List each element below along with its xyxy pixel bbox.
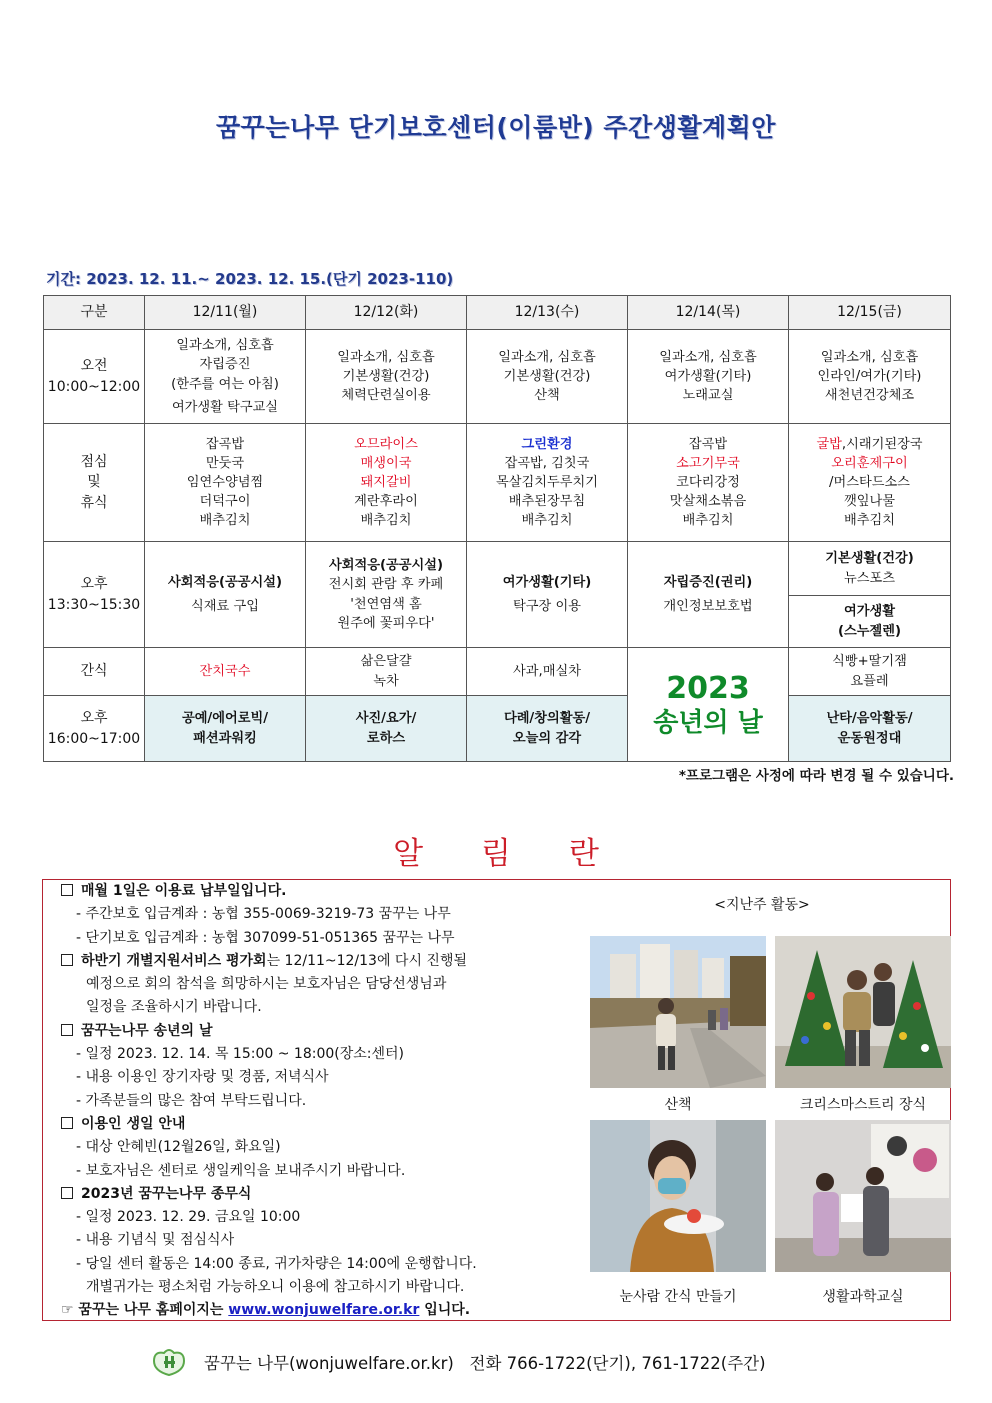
activities-title: <지난주 활동>: [714, 897, 810, 913]
cell-line: 인라인/여가(기타): [817, 368, 922, 384]
menu-item-highlight: 굴밥: [816, 436, 842, 452]
checkbox-icon: [61, 1024, 73, 1036]
checkbox-icon: [61, 884, 73, 896]
cell-fri-bottom: [789, 596, 951, 648]
menu-item: 임연수양념찜: [186, 474, 264, 490]
homepage-suffix: 입니다.: [419, 1302, 471, 1319]
cell-mon: 잔치국수: [145, 648, 306, 696]
notice-line: 일정을 조율하시기 바랍니다.: [86, 999, 262, 1016]
menu-item: 소고기무국: [676, 455, 740, 471]
year-end-day: [628, 648, 789, 762]
cell-thu: [628, 330, 789, 424]
photo-snowman-snack: [590, 1120, 766, 1272]
cell-line: 여가생활(기타): [502, 575, 592, 591]
cell-line: (스누젤렌): [837, 623, 901, 639]
menu-item: 목살김치두루치기: [496, 474, 598, 490]
cell-line: 사회적응(공공시설): [168, 575, 282, 591]
notice-line: - 당일 센터 활동은 14:00 종료, 귀가차량은 14:00에 운행합니다.: [76, 1255, 477, 1272]
schedule-table: [43, 295, 951, 762]
menu-item: 그린환경: [521, 436, 573, 452]
row-label-text: 오후: [80, 576, 108, 593]
row-label-time: 10:00~12:00: [47, 378, 141, 395]
notice-text-bold: 하반기 개별지원서비스 평가회: [81, 952, 267, 969]
cell-thu: [628, 542, 789, 648]
footer: [150, 1347, 766, 1377]
notice-list: [61, 880, 621, 1323]
cell-line: 운동원정대: [837, 730, 902, 746]
cell-line: 기본생활(건강): [825, 551, 914, 567]
late-row: [44, 696, 951, 762]
cell-line: '천연염색 홈: [350, 596, 422, 612]
lunch-row: [44, 424, 951, 542]
menu-item: 돼지갈비: [360, 474, 412, 490]
photo-walk: [590, 936, 766, 1088]
year-end-title: 송년의 날: [653, 708, 763, 738]
notice-line: - 보호자님은 센터로 생일케익을 보내주시기 바랍니다.: [76, 1162, 406, 1179]
col-header: 구분: [44, 296, 145, 330]
checkbox-icon: [61, 1117, 73, 1129]
afternoon-row: [44, 542, 951, 596]
cell-line: 오늘의 감각: [512, 730, 582, 746]
notice-line: - 내용 기념식 및 점심식사: [76, 1232, 235, 1249]
cell-wed: [467, 696, 628, 762]
notice-heading: [61, 880, 621, 903]
cell-fri: [789, 424, 951, 542]
cell-line: 여가생활 탁구교실: [171, 399, 279, 415]
menu-item: 배추김치: [521, 513, 573, 529]
cell-line: 패션과워킹: [193, 730, 257, 746]
cell-line: 원주에 꽃피우다': [337, 615, 435, 631]
notice-heading: [61, 1020, 621, 1043]
cell-line: 요플레: [850, 673, 889, 689]
col-header: 12/13(수): [467, 296, 628, 330]
menu-item: 오므라이스: [354, 436, 418, 452]
menu-item: 코다리강정: [676, 474, 740, 490]
menu-item: 만둣국: [205, 455, 245, 471]
menu-item: 배추김치: [844, 513, 895, 529]
cell-line: 노래교실: [682, 388, 734, 404]
page-title: 꿈꾸는나무 단기보호센터(이룸반) 주간생활계획안: [216, 113, 776, 142]
menu-item: 맛살채소볶음: [669, 494, 747, 510]
cell-line: (한주를 여는 아침): [171, 376, 279, 392]
cell-fri: [789, 696, 951, 762]
cell-line: 산책: [534, 388, 560, 404]
notice-line: - 일정 2023. 12. 29. 금요일 10:00: [76, 1209, 301, 1226]
notice-line: 예정으로 회의 참석을 희망하시는 보호자님은 담당선생님과: [86, 976, 447, 993]
menu-item: 잡곡밥: [688, 436, 728, 452]
menu-item: 깻잎나물: [844, 494, 895, 510]
col-header: 12/11(월): [145, 296, 306, 330]
tree-logo-icon: [150, 1347, 188, 1377]
menu-item: 더덕구이: [199, 494, 251, 510]
cell-line: 일과소개, 심호흡: [176, 338, 274, 354]
menu-item: 계란후라이: [354, 494, 418, 510]
notice-heading: [61, 1183, 621, 1206]
photo-caption: 생활과학교실: [822, 1289, 904, 1305]
cell-line: 자립증진: [199, 357, 251, 373]
notice-title: 알림란: [393, 836, 657, 872]
cell-line: 일과소개, 심호흡: [820, 349, 919, 365]
cell-tue: [306, 330, 467, 424]
notice-line: - 대상 안혜빈(12월26일, 화요일): [76, 1139, 281, 1156]
notice-text: 이용인 생일 안내: [81, 1115, 186, 1132]
cell-wed: [467, 424, 628, 542]
notice-line: 개별귀가는 평소처럼 가능하오니 이용에 참고하시기 바랍니다.: [86, 1279, 465, 1296]
cell-line: 체력단련실이용: [341, 388, 431, 404]
menu-item: 배추김치: [360, 513, 412, 529]
morning-row: [44, 330, 951, 424]
row-label-time: 13:30~15:30: [47, 596, 141, 613]
menu-item: 오리훈제구이: [831, 455, 908, 471]
year-end-year: 2023: [666, 670, 750, 706]
notice-box: [42, 879, 951, 1321]
cell-line: 탁구장 이용: [513, 598, 581, 614]
row-label: [44, 696, 145, 762]
cell-tue: [306, 696, 467, 762]
checkbox-icon: [61, 1187, 73, 1199]
cell-line: 새천년건강체조: [824, 388, 915, 404]
cell-line: 기본생활(건강): [503, 368, 591, 384]
cell-tue: [306, 648, 467, 696]
row-label: [44, 330, 145, 424]
cell-wed: [467, 542, 628, 648]
cell-mon: [145, 424, 306, 542]
cell-mon: [145, 696, 306, 762]
cell-line: 여가생활: [844, 604, 895, 620]
cell-line: 사회적응(공공시설): [329, 558, 443, 574]
notice-text: 는 12/11~12/13에 다시 진행될: [266, 952, 468, 969]
cell-line: 일과소개, 심호흡: [337, 349, 435, 365]
row-label-time: 16:00~17:00: [47, 730, 141, 747]
cell-line: 일과소개, 심호흡: [659, 349, 757, 365]
cell-wed: 사과,매실차: [467, 648, 628, 696]
cell-line: 식재료 구입: [191, 598, 259, 614]
cell-line: 삶은달걀: [360, 654, 412, 670]
cell-wed: [467, 330, 628, 424]
row-label-text: 점심: [80, 454, 108, 471]
cell-thu: [628, 424, 789, 542]
menu-item: 배추김치: [682, 513, 734, 529]
period: 기간: 2023. 12. 11.~ 2023. 12. 15.(단기 2023-110): [46, 270, 454, 288]
cell-line: 공예/에어로빅/: [181, 711, 269, 727]
notice-heading: [61, 1113, 621, 1136]
photo-christmas-tree: [775, 936, 951, 1088]
homepage-line: [61, 1299, 621, 1322]
cell-line: 자립증진(권리): [663, 575, 753, 591]
row-label: [44, 424, 145, 542]
cell-line: 개인정보보호법: [663, 598, 753, 614]
col-header: 12/15(금): [789, 296, 951, 330]
menu-item: 잡곡밥: [205, 436, 245, 452]
cell-fri: [789, 648, 951, 696]
photo-caption: 크리스마스트리 장식: [799, 1097, 927, 1113]
photo-caption: 산책: [664, 1097, 692, 1113]
notice-text: 꿈꾸는나무 송년의 날: [81, 1022, 213, 1039]
photo-caption: 눈사람 간식 만들기: [619, 1289, 737, 1305]
menu-item-rest: ,시래기된장국: [841, 436, 923, 452]
snack-row: [44, 648, 951, 696]
menu-item: [791, 435, 948, 454]
row-label-text: 및: [87, 474, 101, 491]
cell-fri: [789, 330, 951, 424]
cell-mon: [145, 330, 306, 424]
col-header: 12/14(목): [628, 296, 789, 330]
notice-line: - 일정 2023. 12. 14. 목 15:00 ~ 18:00(장소:센터): [76, 1046, 404, 1063]
cell-line: 뉴스포츠: [844, 570, 895, 586]
menu-item: 배추김치: [199, 513, 251, 529]
footer-text: 꿈꾸는 나무(wonjuwelfare.or.kr) 전화 766-1722(단기), 761-1722(주간): [204, 1354, 766, 1373]
cell-line: 사진/요가/: [355, 711, 417, 727]
activities-panel: [592, 880, 952, 1320]
cell-tue: [306, 542, 467, 648]
row-label-text: 오전: [80, 358, 108, 375]
menu-item: 배추된장무침: [508, 494, 586, 510]
notice-line: - 주간보호 입금계좌 : 농협 355-0069-3219-73 꿈꾸는 나무: [76, 906, 451, 923]
cell-line: 여가생활(기타): [664, 368, 752, 384]
notice-text: 2023년 꿈꾸는나무 종무식: [81, 1185, 252, 1202]
cell-line: 녹차: [373, 673, 399, 689]
cell-line: 기본생활(건강): [342, 368, 430, 384]
photo-science-class: [775, 1120, 951, 1272]
schedule-note: *프로그램은 사정에 따라 변경 될 수 있습니다.: [678, 768, 954, 784]
cell-line: 다례/창의활동/: [503, 711, 591, 727]
notice-line: - 단기보호 입금계좌 : 농협 307099-51-051365 꿈꾸는 나무: [76, 929, 455, 946]
menu-item: 매생이국: [360, 455, 412, 471]
row-label: [44, 542, 145, 648]
cell-line: 식빵+딸기잼: [832, 654, 907, 670]
cell-line: 난타/음악활동/: [826, 711, 913, 727]
notice-heading: [61, 950, 621, 973]
cell-line: 전시회 관람 후 카페: [328, 577, 444, 593]
notice-line: - 내용 이용인 장기자랑 및 경품, 저녁식사: [76, 1069, 329, 1086]
notice-line: - 가족분들의 많은 참여 부탁드립니다.: [76, 1092, 307, 1109]
homepage-prefix: ☞ 꿈꾸는 나무 홈페이지는: [61, 1302, 229, 1319]
row-label-text: 휴식: [80, 494, 108, 511]
cell-mon: [145, 542, 306, 648]
cell-tue: [306, 424, 467, 542]
checkbox-icon: [61, 954, 73, 966]
row-label: 간식: [44, 648, 145, 696]
menu-item: /머스타드소스: [829, 474, 910, 490]
menu-item: 잡곡밥, 김칫국: [504, 455, 590, 471]
cell-fri-top: [789, 542, 951, 596]
cell-line: 일과소개, 심호흡: [498, 349, 596, 365]
table-header-row: [44, 296, 951, 330]
col-header: 12/12(화): [306, 296, 467, 330]
homepage-link[interactable]: www.wonjuwelfare.or.kr: [228, 1302, 420, 1319]
row-label-text: 오후: [80, 710, 108, 727]
notice-text: 매월 1일은 이용료 납부일입니다.: [81, 883, 287, 899]
cell-line: 로하스: [366, 730, 406, 746]
